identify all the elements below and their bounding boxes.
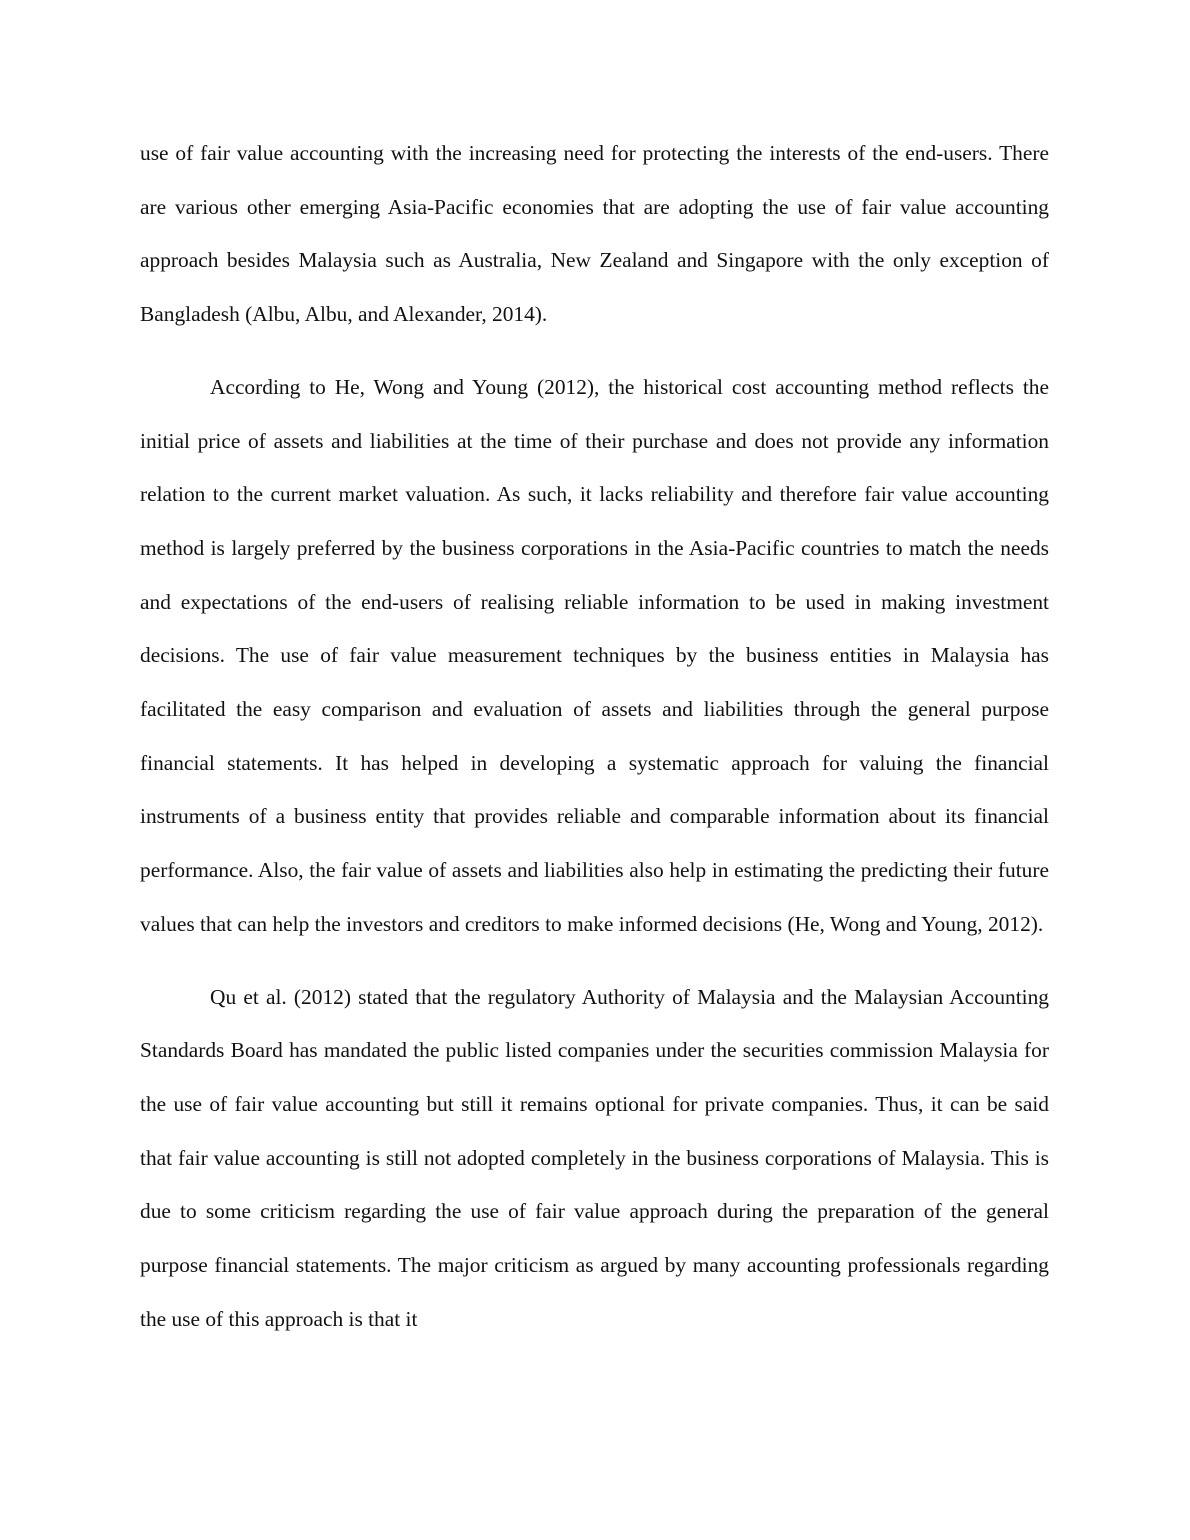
paragraph-3: Qu et al. (2012) stated that the regulatory Authority of Malaysia and the Malaysian Accounting Standards Board has mandated the public listed companies under the securities commission Malaysia for the use of fair value accounting but still it remains optional for private companies. Thus, it can be said that fair value accounting is still not adopted completely in the business corporations of Malaysia. This is due to some criticism regarding the use of fair value approach during the preparation of the general purpose financial statements. The major criticism as argued by many accounting professionals regarding the use of this approach is that it [140,984,1049,1331]
paragraph-1: use of fair value accounting with the increasing need for protecting the interests of the end-users. There are various other emerging Asia-Pacific economies that are adopting the use of fair value accounting approach besides Malaysia such as Australia, New Zealand and Singapore with the only exception of Bangladesh (Albu, Albu, and Alexander, 2014). [140,141,1049,327]
paragraph-2: According to He, Wong and Young (2012), the historical cost accounting method reflects the initial price of assets and liabilities at the time of their purchase and does not provide any information relation to the current market valuation. As such, it lacks reliability and therefore fair value accounting method is largely preferred by the business corporations in the Asia-Pacific countries to match the needs and expectations of the end-users of realising reliable information to be used in making investment decisions. The use of fair value measurement techniques by the business entities in Malaysia has facilitated the easy comparison and evaluation of assets and liabilities through the general purpose financial statements. It has helped in developing a systematic approach for valuing the financial instruments of a business entity that provides reliable and comparable information about its financial performance. Also, the fair value of assets and liabilities also help in estimating the predicting their future values that can help the investors and creditors to make informed decisions (He, Wong and Young, 2012). [140,374,1049,936]
document-body [140,127,1049,1346]
